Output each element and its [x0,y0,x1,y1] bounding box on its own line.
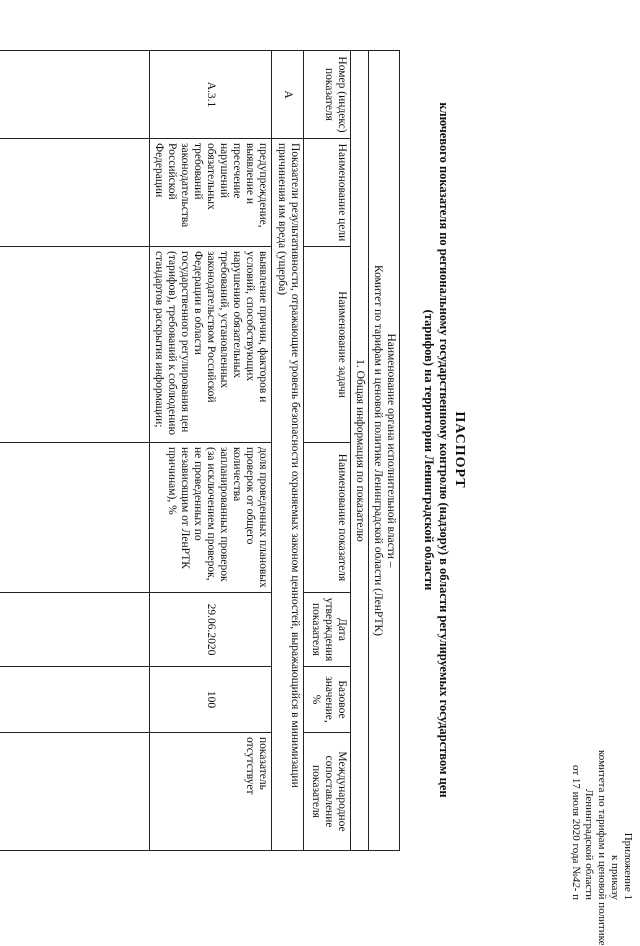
empty-cell [0,593,150,667]
empty-cell [0,443,150,593]
group-description: Показатели результативности, отражающие уровень безопасности охраняемых законом ценностей, выражающийся в минимизации причинения им вреда (ущерба) [272,139,304,851]
document-subtitle-line2: (тарифов) на территории Ленинградской области [422,309,436,591]
approval-date-cell: 29.06.2020 [150,593,272,667]
base-value-cell: 100 [150,667,272,733]
appendix-line: Ленинградской области [583,789,595,900]
appendix-date-line [569,750,582,900]
appendix-line: комитета по тарифам и ценовой политике [596,750,608,946]
task-cell: выявление причин, факторов и условий, способствующих нарушению обязательных требований, установленных законодательством Российской Федерации в области государственного регулирования цен (тарифов), требований к соблюдению стандартов раскрытия информации; [150,247,272,443]
header-goal: Наименование цели [304,139,351,247]
order-suffix: - п [570,887,582,900]
empty-cell [0,247,150,443]
header-date: Дата утверждения показателя [304,593,351,667]
header-indicator: Наименование показателя [304,443,351,593]
document-heading [421,40,468,860]
appendix-line: Приложение 1 [622,832,634,900]
empty-cell [0,51,150,139]
authority-name: Комитет по тарифам и ценовой политике Ленинградской области (ЛенРТК) [372,265,384,636]
header-base-value: Базовое значение, % [304,667,351,733]
empty-cell [0,139,150,247]
authority-cell [369,51,400,851]
group-index: А [272,51,304,139]
indicator-index: А.3.1 [150,51,272,139]
order-number: 42 [570,876,582,888]
header-index: Номер (индекс) показателя [304,51,351,139]
empty-cell [0,733,150,851]
empty-cell [0,667,150,733]
passport-table [0,50,400,851]
intl-comparison-cell: показатель отсутствует [150,733,272,851]
header-task: Наименование задачи [304,247,351,443]
document-title: ПАСПОРТ [452,411,467,489]
appendix-block [569,750,634,946]
appendix-line: к приказу [609,854,621,900]
section-title: 1. Общая информация по показателю [351,51,369,851]
authority-label: Наименование органа исполнительной власти – [385,333,397,568]
indicator-name-cell: доля проведенных плановых проверок от общего количества запланированных проверок (за исключением проверок, не проведенных по независящим от ЛенРТК причинам), % [150,443,272,593]
document-subtitle-line1: ключевого показателя по региональному государственному контролю (надзору) в области регулируемых государством цен [437,102,451,798]
header-intl-comparison: Международное сопоставление показателя [304,733,351,851]
goal-cell: предупреждение, выявление и пресечение нарушений обязательных требований законодательства Российской Федерации [150,139,272,247]
appendix-date-text: от 17 июля 2020 года № [570,765,582,877]
